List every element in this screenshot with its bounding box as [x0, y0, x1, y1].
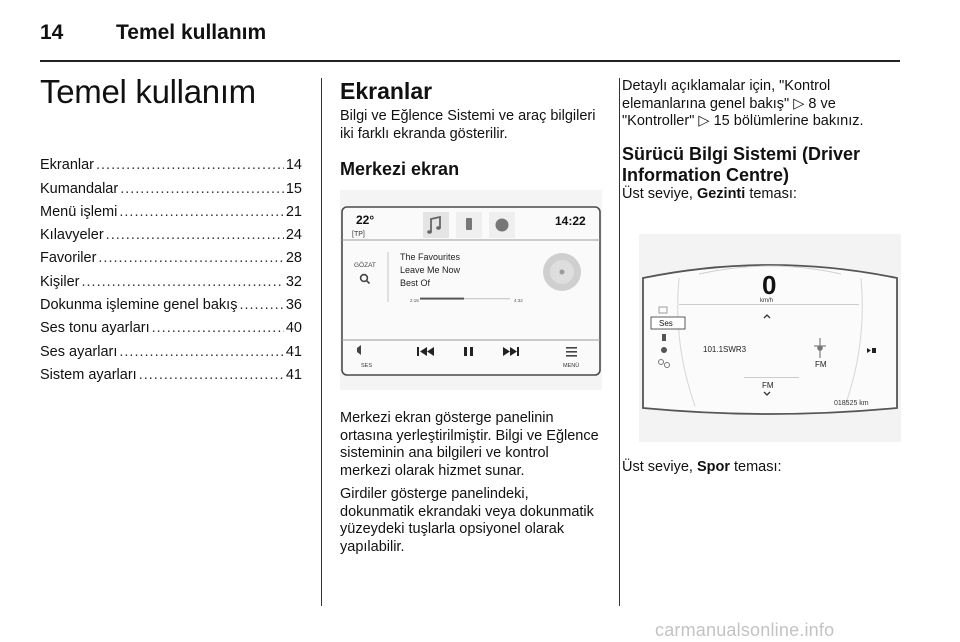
track-artist: Best Of: [400, 278, 431, 288]
page-header: [40, 18, 266, 48]
dic-spor-caption: Üst seviye, Spor teması:: [622, 459, 782, 475]
time-total: 4:32: [514, 298, 523, 303]
toc-leader: [152, 320, 284, 336]
toc-item[interactable]: Menü işlemi ..... 21: [40, 197, 302, 220]
phone-icon[interactable]: [466, 218, 472, 230]
progress-bar[interactable]: [420, 298, 464, 300]
dic-section: [622, 78, 902, 203]
toc-leader: [98, 250, 283, 266]
speed-value: 0: [762, 270, 777, 300]
section-title: Ekranlar: [340, 78, 433, 104]
center-screen-heading: Merkezi ekran: [340, 159, 460, 179]
ekranlar-section: [340, 78, 602, 180]
reference-arrow-icon: ▷: [793, 95, 805, 112]
dic-gezinti-caption: Üst seviye, Gezinti teması:: [622, 185, 797, 202]
toc-item[interactable]: Dokunma işlemine genel bakış ..... 36: [40, 290, 302, 313]
menu-label: MENÜ: [563, 363, 580, 369]
toc-column: [40, 72, 302, 383]
temperature-label: 22°: [356, 213, 375, 227]
phone-icon: [662, 334, 666, 341]
toc-leader: [119, 344, 283, 360]
toc-item[interactable]: Kılavyeler ..... 24: [40, 220, 302, 243]
toc-item[interactable]: Ses ayarları ..... 41: [40, 336, 302, 359]
band-label-right: FM: [815, 360, 827, 369]
toc-leader: [239, 297, 283, 313]
navigation-icon[interactable]: [496, 219, 509, 232]
dic-screen-svg: [639, 234, 901, 442]
audio-tab-label: Ses: [659, 319, 673, 328]
section-intro: Bilgi ve Eğlence Sistemi ve araç bilgileri iki farklı ekranda gösterilir.: [340, 108, 596, 142]
page-reference-link[interactable]: 15: [713, 113, 730, 129]
toc-leader: [96, 157, 284, 173]
toc-item[interactable]: Kumandalar ..... 15: [40, 173, 302, 196]
volume-label: SES: [361, 363, 373, 369]
toc-item[interactable]: Kişiler ..... 32: [40, 266, 302, 289]
toc-item[interactable]: Ses tonu ayarları ..... 40: [40, 313, 302, 336]
browse-label: GÖZAT: [354, 262, 376, 269]
toc-leader: [106, 227, 284, 243]
speed-unit: km/h: [760, 298, 774, 304]
toc-item[interactable]: Sistem ayarları ..... 41: [40, 360, 302, 383]
band-label-bottom: FM: [762, 381, 774, 390]
tp-label: [TP]: [352, 231, 365, 238]
column-divider-1: [321, 78, 322, 606]
center-screen-image: [340, 190, 602, 390]
toc-leader: [81, 274, 283, 290]
album-art: [543, 253, 581, 291]
watermark: carmanualsonline.info: [655, 620, 835, 640]
toc-item[interactable]: Ekranlar ..... 14: [40, 150, 302, 173]
toc-leader: [119, 204, 284, 220]
menu-icon[interactable]: [566, 347, 577, 357]
dic-heading: Sürücü Bilgi Sistemi (Driver Information Centre): [622, 143, 861, 185]
track-title: Leave Me Now: [400, 265, 461, 275]
header-title: Temel kullanım: [116, 21, 267, 44]
page-number: 14: [40, 21, 64, 44]
reference-arrow-icon: ▷: [698, 113, 710, 129]
odometer: 018525 km: [834, 400, 869, 407]
header-rule: [40, 60, 900, 62]
center-screen-paragraph-1: Merkezi ekran gösterge panelinin ortasına yerleştirilmiştir. Bilgi ve Eğlence sisteminin ana bilgileri ve kontrol merkezi olarak hizmet sunar.: [340, 410, 599, 479]
toc-leader: [120, 181, 284, 197]
station-name: 101.1SWR3: [703, 345, 747, 354]
track-album: The Favourites: [400, 252, 461, 262]
navigation-icon: [661, 347, 667, 353]
chapter-title: Temel kullanım: [40, 73, 256, 110]
reference-paragraph: Detaylı açıklamalar için, "Kontrol elemanlarına genel bakış" ▷ 8 ve "Kontroller" ▷ 15 bölümlerine bakınız.: [622, 78, 864, 129]
table-of-contents: [40, 150, 302, 383]
dic-screen-image: [639, 234, 901, 442]
page-reference-link[interactable]: 8: [808, 95, 817, 112]
column-divider-2: [619, 78, 620, 606]
center-screen-svg: [340, 190, 602, 390]
center-screen-paragraph-2: Girdiler gösterge panelindeki, dokunmatik ekrandaki veya dokunmatik yüzeydeki tuşlarla opsiyonel olarak yapılabilir.: [340, 486, 594, 555]
time-elapsed: 2:18: [410, 298, 419, 303]
center-screen-description: [340, 410, 602, 556]
toc-leader: [139, 367, 284, 383]
toc-item[interactable]: Favoriler ..... 28: [40, 243, 302, 266]
clock-label: 14:22: [555, 214, 586, 228]
